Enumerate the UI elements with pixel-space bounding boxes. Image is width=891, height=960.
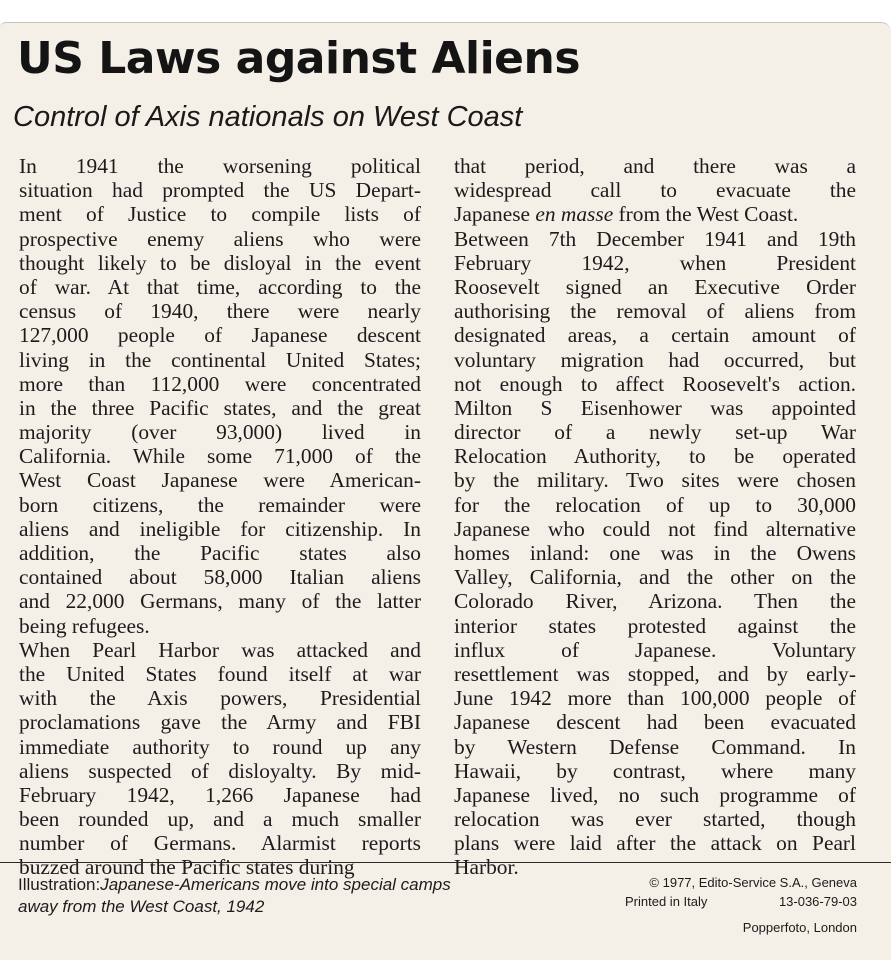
text-line: Japanese en masse from the West Coast. bbox=[454, 202, 799, 227]
text-line: born citizens, the remainder were bbox=[19, 492, 421, 517]
text-line: ment of Justice to compile lists of bbox=[19, 202, 421, 227]
text-line: interior states protested against the bbox=[454, 613, 856, 638]
text-line: Japanese lived, no such programme of bbox=[454, 782, 856, 807]
copyright-line: © 1977, Edito-Service S.A., Geneva bbox=[649, 875, 857, 890]
footer-divider bbox=[0, 862, 891, 863]
print-info-row bbox=[625, 892, 857, 911]
text-line: that period, and there was a bbox=[454, 154, 856, 178]
text-line: by Western Defense Command. In bbox=[454, 734, 856, 759]
text-line: plans were laid after the attack on Pearl bbox=[454, 831, 856, 856]
text-line: Japanese descent had been evacuated bbox=[454, 710, 856, 735]
publisher-info bbox=[625, 873, 857, 937]
text-line: the United States found itself at war bbox=[19, 661, 421, 686]
page-title: US Laws against Aliens bbox=[17, 33, 581, 84]
text-line: designated areas, a certain amount of bbox=[454, 323, 856, 348]
text-line: census of 1940, there were nearly bbox=[19, 299, 421, 324]
text-line: addition, the Pacific states also bbox=[19, 541, 421, 565]
text-line: by the military. Two sites were chosen bbox=[454, 468, 856, 493]
left-column bbox=[19, 154, 421, 880]
text-line: When Pearl Harbor was attacked and bbox=[19, 637, 421, 662]
right-column bbox=[454, 154, 856, 880]
text-line: proclamations gave the Army and FBI bbox=[19, 710, 421, 735]
text-line: not enough to affect Roosevelt's action. bbox=[454, 371, 856, 396]
text-line: being refugees. bbox=[19, 613, 150, 638]
text-line: majority (over 93,000) lived in bbox=[19, 420, 421, 445]
text-line: Relocation Authority, to be operated bbox=[454, 444, 856, 469]
text-line: immediate authority to round up any bbox=[19, 734, 421, 759]
text-line: Valley, California, and the other on the bbox=[454, 565, 856, 590]
illustration-caption-block bbox=[18, 874, 478, 918]
text-line: aliens and ineligible for citizenship. In bbox=[19, 516, 421, 541]
text-line: June 1942 more than 100,000 people of bbox=[454, 686, 856, 711]
text-line: Hawaii, by contrast, where many bbox=[454, 758, 856, 783]
text-line: situation had prompted the US Depart- bbox=[19, 178, 421, 203]
text-line: in the three Pacific states, and the great bbox=[19, 395, 421, 420]
text-line: living in the continental United States; bbox=[19, 347, 421, 372]
text-line: thought likely to be disloyal in the event bbox=[19, 250, 421, 275]
page-subtitle: Control of Axis nationals on West Coast bbox=[13, 101, 523, 133]
text-line: February 1942, 1,266 Japanese had bbox=[19, 782, 421, 807]
text-line: 127,000 people of Japanese descent bbox=[19, 323, 421, 348]
text-line: director of a newly set-up War bbox=[454, 420, 856, 445]
text-line: contained about 58,000 Italian aliens bbox=[19, 565, 421, 590]
text-line: of war. At that time, according to the bbox=[19, 274, 421, 299]
text-line: voluntary migration had occurred, but bbox=[454, 347, 856, 372]
text-line: California. While some 71,000 of the bbox=[19, 444, 421, 469]
illustration-caption: Japanese-Americans move into special camps away from the West Coast, 1942 bbox=[18, 875, 451, 916]
text-line: West Coast Japanese were American- bbox=[19, 468, 421, 493]
text-line: with the Axis powers, Presidential bbox=[19, 686, 421, 711]
text-line: for the relocation of up to 30,000 bbox=[454, 492, 856, 517]
photo-credit: Popperfoto, London bbox=[742, 920, 857, 935]
text-line: buzzed around the Pacific states during bbox=[19, 855, 355, 880]
text-line: February 1942, when President bbox=[454, 250, 856, 275]
text-line: authorising the removal of aliens from bbox=[454, 299, 856, 324]
card bbox=[0, 22, 891, 960]
text-line: widespread call to evacuate the bbox=[454, 178, 856, 203]
text-line: aliens suspected of disloyalty. By mid- bbox=[19, 758, 421, 783]
text-line: influx of Japanese. Voluntary bbox=[454, 637, 856, 662]
text-line: In 1941 the worsening political bbox=[19, 154, 421, 178]
card-code: 13-036-79-03 bbox=[778, 894, 857, 909]
text-line: and 22,000 Germans, many of the latter bbox=[19, 589, 421, 614]
text-line: prospective enemy aliens who were bbox=[19, 226, 421, 251]
text-line: Between 7th December 1941 and 19th bbox=[454, 226, 856, 251]
printed-in: Printed in Italy bbox=[625, 894, 708, 909]
text-line: homes inland: one was in the Owens bbox=[454, 541, 856, 565]
text-line: relocation was ever started, though bbox=[454, 807, 856, 832]
text-line: Harbor. bbox=[454, 855, 519, 880]
text-line: Milton S Eisenhower was appointed bbox=[454, 395, 856, 420]
text-line: Colorado River, Arizona. Then the bbox=[454, 589, 856, 614]
text-line: resettlement was stopped, and by early- bbox=[454, 661, 856, 686]
illustration-label: Illustration: bbox=[18, 875, 101, 894]
text-line: Japanese who could not find alternative bbox=[454, 516, 856, 541]
text-line: more than 112,000 were concentrated bbox=[19, 371, 421, 396]
text-line: been rounded up, and a much smaller bbox=[19, 807, 421, 832]
text-line: number of Germans. Alarmist reports bbox=[19, 831, 421, 856]
text-line: Roosevelt signed an Executive Order bbox=[454, 274, 856, 299]
